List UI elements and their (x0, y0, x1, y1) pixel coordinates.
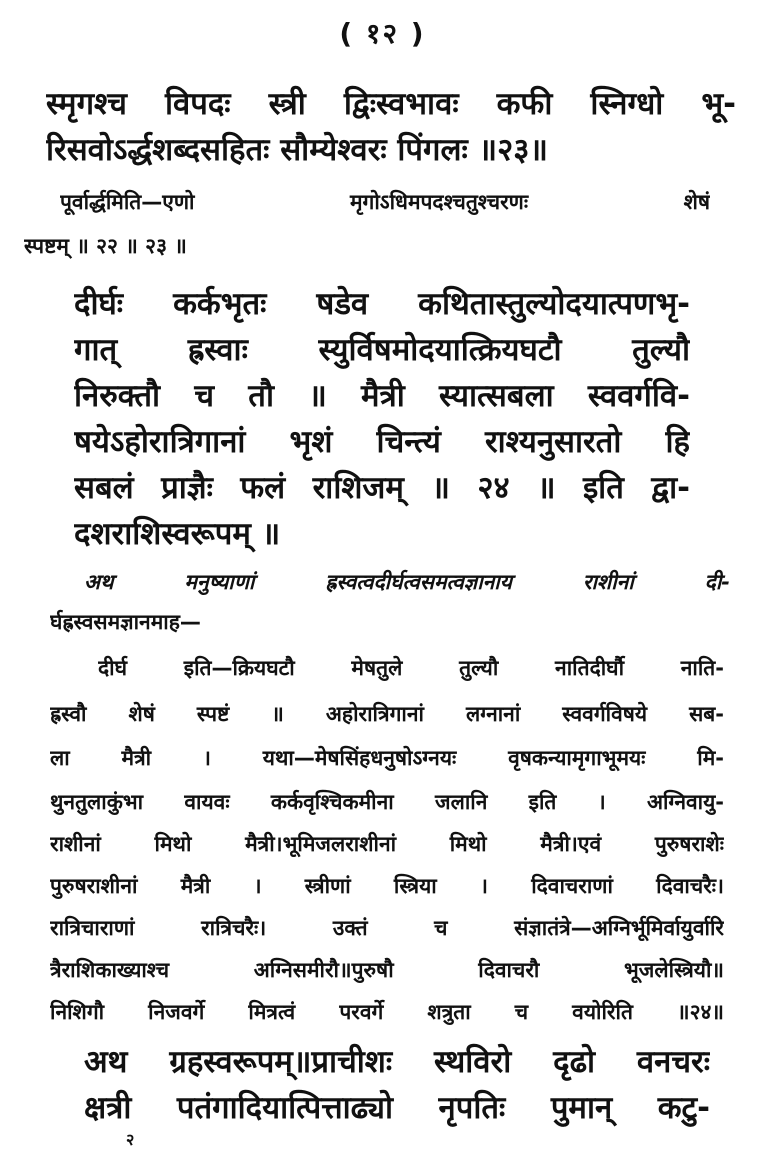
intro-24-line-1: अथ मनुष्याणां ह्रस्वत्वदीर्घत्वसमत्वज्ञानाय राशीनां दी- (84, 570, 730, 594)
commentary-24-line-2: ह्रस्वौ शेषं स्पष्टं ॥ अहोरात्रिगानां लग्नानां स्ववर्गविषये सब- (50, 702, 724, 726)
commentary-24-line-6: पुरुषराशीनां मैत्री । स्त्रीणां स्त्रिया । दिवाचराणां दिवाचरैः। (50, 874, 724, 898)
verse-24-line-2: गात् ह्रस्वाः स्युर्विषमोदयात्क्रियघटौ तुल्यौ (74, 332, 690, 368)
verse-next-line-2: क्षत्री पतंगादियात्पित्ताढ्यो नृपतिः पुमान् कटु- (84, 1090, 710, 1126)
commentary-24-line-4: थुनतुलाकुंभा वायवः कर्कवृश्चिकमीना जलानि इति । अग्निवायु- (50, 790, 724, 814)
verse-24-line-1: दीर्घः कर्कभृतः षडेव कथितास्तुल्योदयात्पणभृ- (74, 286, 690, 322)
intro-24-line-2: र्घह्रस्वसमज्ञानमाह— (50, 610, 201, 634)
commentary-24-line-3: ला मैत्री । यथा—मेषसिंहधनुषोऽग्नयः वृषकन्यामृगाभूमयः मि- (50, 746, 724, 770)
commentary-24-line-8: त्रैराशिकाख्याश्च अग्निसमीरौ॥पुरुषौ दिवाचरौ भूजलेस्त्रियौ॥ (50, 958, 724, 982)
verse-next-line-1: अथ ग्रहस्वरूपम्॥प्राचीशः स्थविरो दृढो वनचरः (84, 1044, 710, 1080)
verse-24-line-3: निरुक्तौ च तौ ॥ मैत्री स्यात्सबला स्ववर्गवि- (74, 378, 690, 414)
verse-24-line-5: सबलं प्राज्ञैः फलं राशिजम् ॥ २४ ॥ इति द्वा- (74, 470, 690, 506)
verse-23-line-1: स्मृगश्च विपदः स्त्री द्विःस्वभावः कफी स्निग्धो भू- (46, 86, 736, 122)
signature-mark: २ (126, 1130, 135, 1149)
commentary-22-23-line-1: पूर्वार्द्धमिति—एणो मृगोऽधिमपदश्चतुश्चरणः शेषं (60, 190, 710, 214)
commentary-22-23-line-2: स्पष्टम् ॥ २२ ॥ २३ ॥ (24, 234, 187, 258)
commentary-24-line-5: राशीनां मिथो मैत्री।भूमिजलराशीनां मिथो मैत्री।एवं पुरुषराशेः (50, 832, 724, 856)
commentary-24-line-7: रात्रिचाराणां रात्रिचरैः। उक्तं च संज्ञातंत्रे—अग्निर्भूमिर्वायुर्वारि (50, 916, 724, 940)
page-number: ( १२ ) (339, 17, 426, 50)
commentary-24-line-9: निशिगौ निजवर्गे मित्रत्वं परवर्गे शत्रुता च वयोरिति ॥२४॥ (50, 1000, 724, 1024)
commentary-24-line-1: दीर्घ इति—क्रियघटौ मेषतुले तुल्यौ नातिदीर्घौ नाति- (98, 656, 724, 680)
verse-24-line-4: षयेऽहोरात्रिगानां भृशं चिन्त्यं राश्यनुसारतो हि (74, 424, 690, 460)
verse-24-line-6: दशराशिस्वरूपम् ॥ (74, 516, 281, 552)
verse-23-line-2: रिसवोऽर्द्धशब्दसहितः सौम्येश्वरः पिंगलः ॥२३॥ (46, 132, 548, 168)
